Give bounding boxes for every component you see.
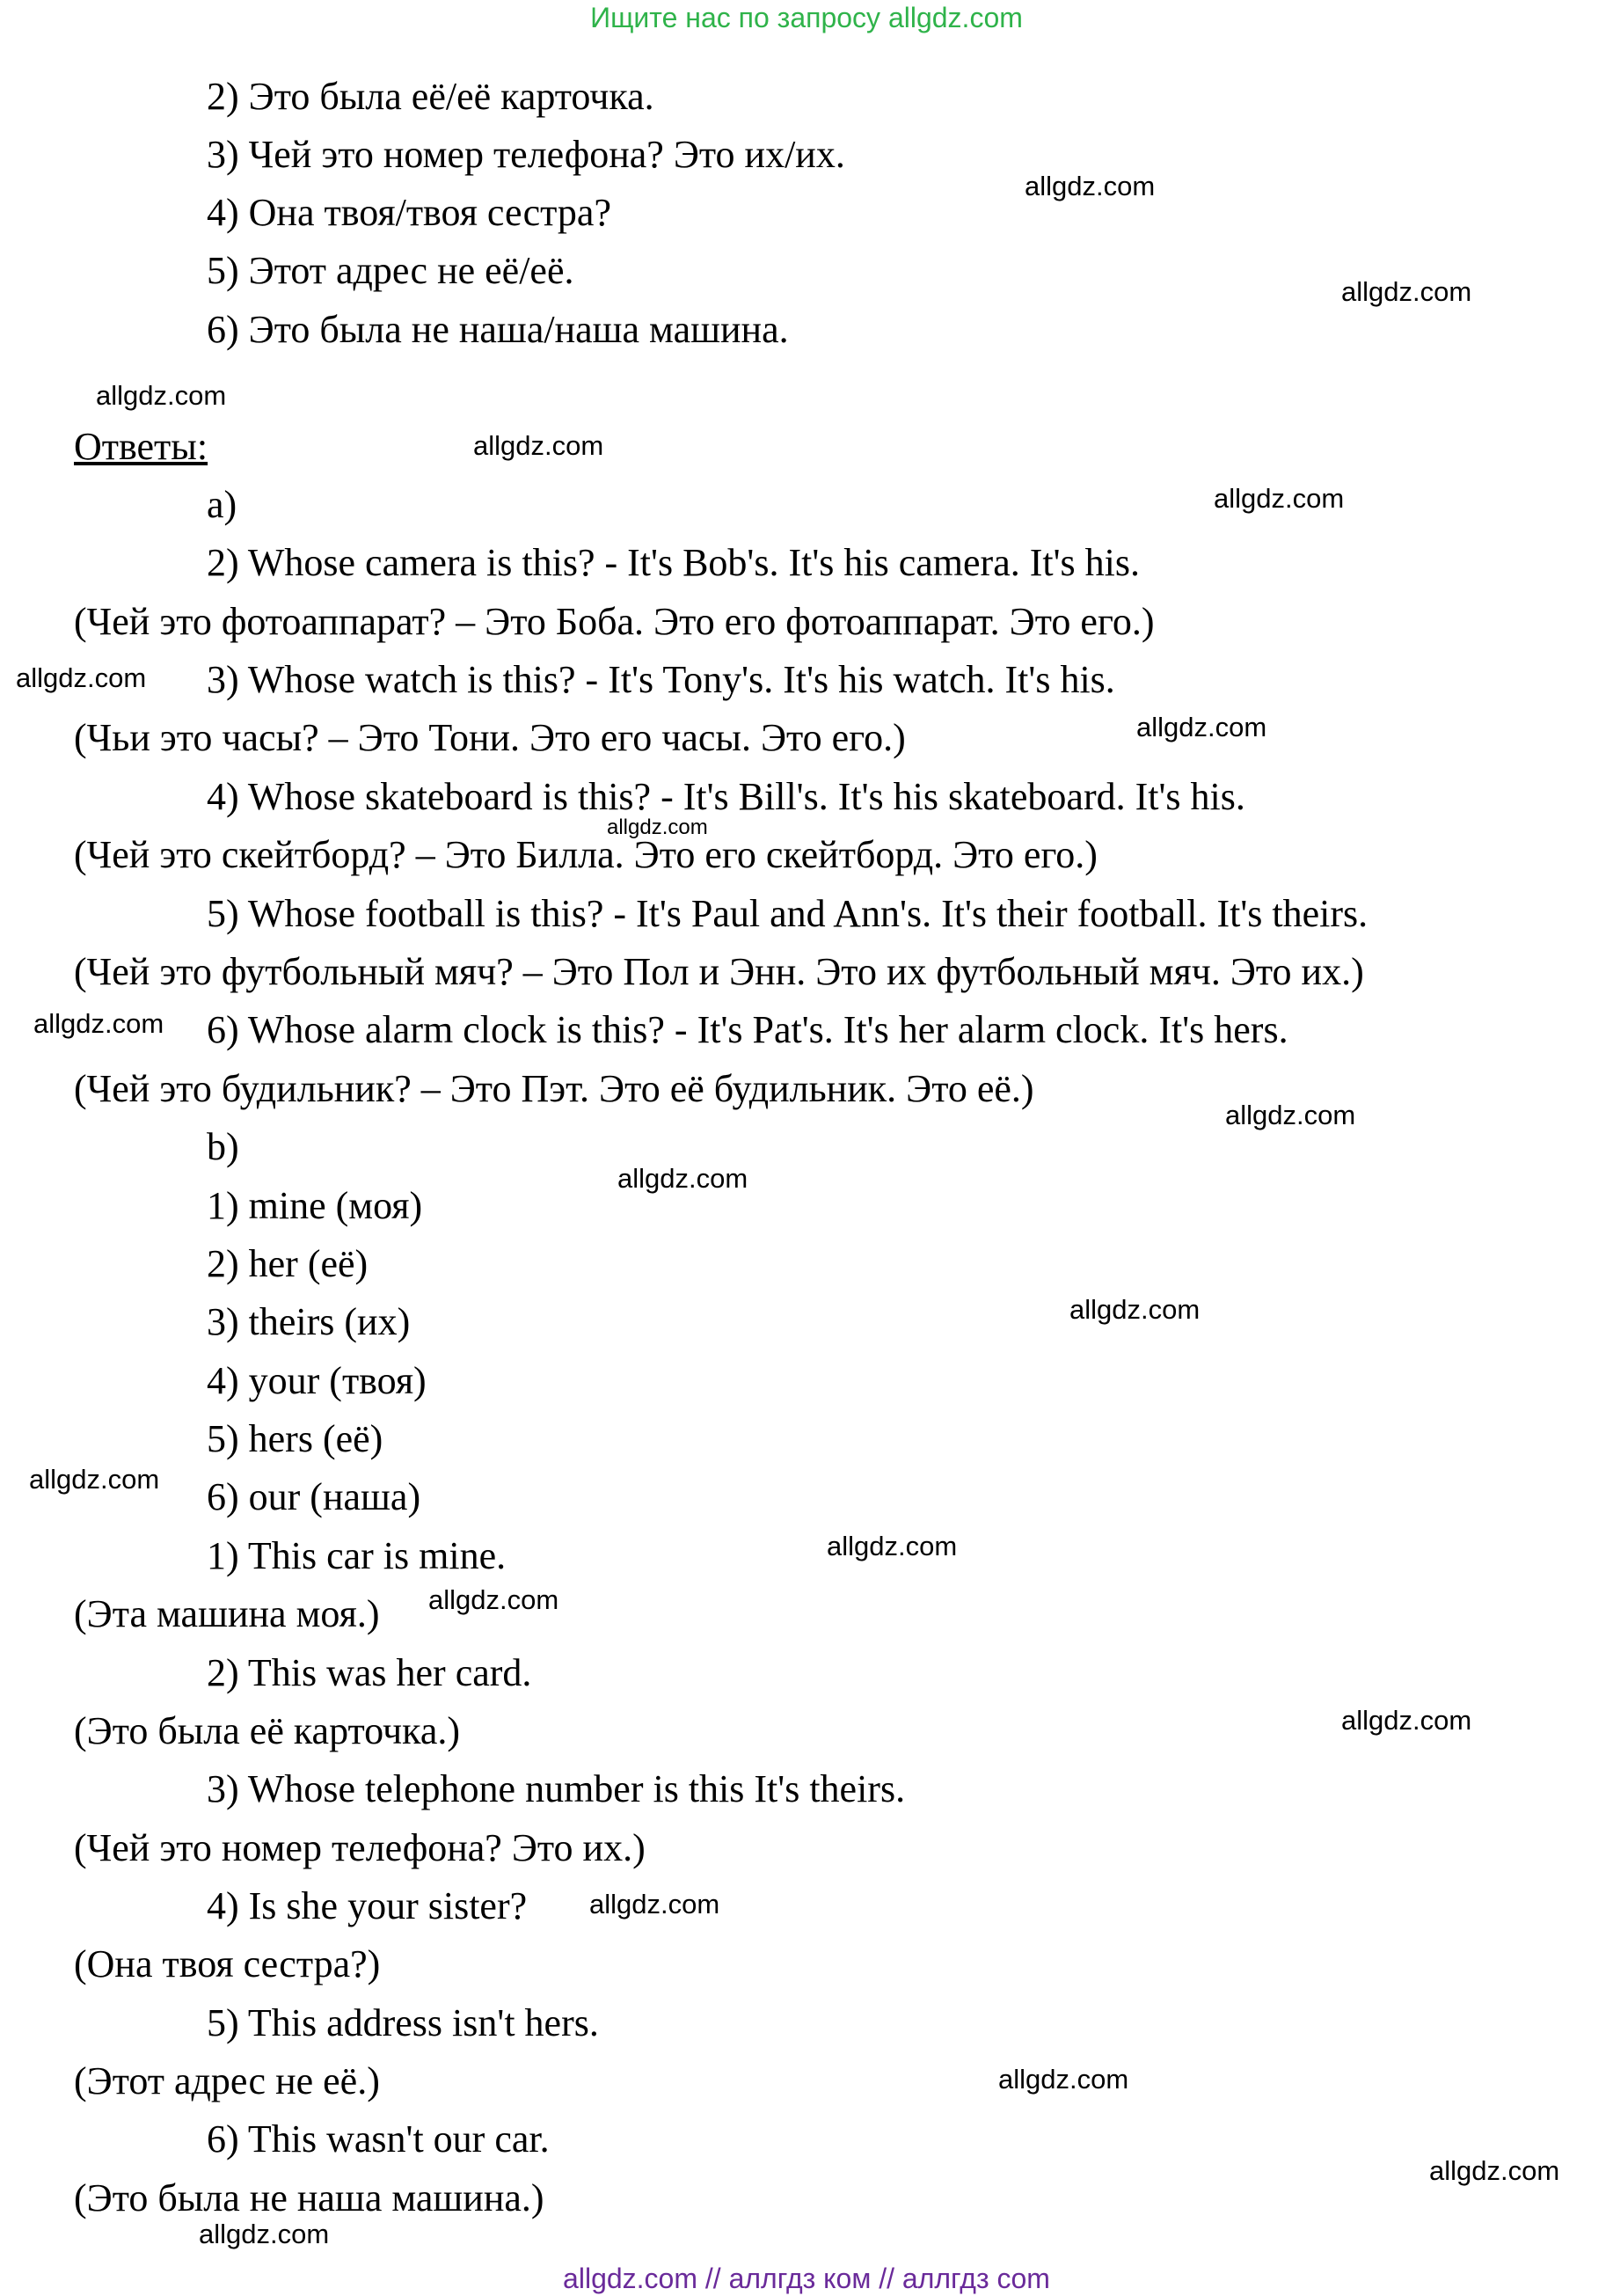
watermark: allgdz.com (1136, 712, 1267, 742)
watermark: allgdz.com (1341, 1705, 1472, 1736)
section-a-item-4-ru: (Чей это скейтборд? – Это Билла. Это его скейтборд. Это его.) (74, 833, 1098, 876)
intro-line-6: 6) Это была не наша/наша машина. (207, 308, 789, 351)
site-header: Ищите нас по запросу allgdz.com (590, 2, 1023, 33)
watermark: allgdz.com (1214, 483, 1345, 514)
section-b-sentence-4-ru: (Она твоя сестра?) (74, 1942, 381, 1985)
section-a-label: a) (207, 483, 237, 526)
section-b-sentence-2-ru: (Это была её карточка.) (74, 1709, 461, 1752)
watermark: allgdz.com (16, 662, 147, 693)
section-b-label: b) (207, 1125, 239, 1168)
watermark: allgdz.com (96, 380, 227, 411)
watermark: allgdz.com (589, 1889, 720, 1919)
section-b-list-item-2: 2) her (её) (207, 1242, 369, 1285)
section-b-sentence-5-en: 5) This address isn't hers. (207, 2001, 599, 2044)
section-a-item-5-ru: (Чей это футбольный мяч? – Это Пол и Энн. Это их футбольный мяч. Это их.) (74, 950, 1364, 993)
watermark: allgdz.com (473, 430, 604, 461)
section-b-list-item-3: 3) theirs (их) (207, 1300, 411, 1343)
site-footer: allgdz.com // аллгдз ком // аллгдз com (563, 2263, 1050, 2294)
section-b-sentence-4-en: 4) Is she your sister? (207, 1884, 528, 1927)
section-a-item-5-en: 5) Whose football is this? - It's Paul and Ann's. It's their football. It's theirs. (207, 892, 1368, 935)
section-a-item-6-ru: (Чей это будильник? – Это Пэт. Это её будильник. Это её.) (74, 1067, 1034, 1110)
watermark: allgdz.com (1225, 1100, 1356, 1130)
section-a-item-3-ru: (Чьи это часы? – Это Тони. Это его часы. Это его.) (74, 716, 906, 759)
section-b-sentence-1-en: 1) This car is mine. (207, 1534, 507, 1577)
watermark: allgdz.com (1025, 171, 1156, 201)
watermark: allgdz.com (1429, 2155, 1560, 2186)
watermark: allgdz.com (1341, 276, 1472, 307)
answers-heading: Ответы: (74, 425, 208, 468)
section-a-item-2-en: 2) Whose camera is this? - It's Bob's. It's his camera. It's his. (207, 541, 1141, 584)
intro-line-5: 5) Этот адрес не её/её. (207, 249, 574, 292)
intro-line-4: 4) Она твоя/твоя сестра? (207, 191, 611, 234)
watermark: allgdz.com (617, 1163, 748, 1194)
section-b-list-item-4: 4) your (твоя) (207, 1359, 427, 1402)
section-b-sentence-3-ru: (Чей это номер телефона? Это их.) (74, 1826, 646, 1869)
section-a-item-4-en: 4) Whose skateboard is this? - It's Bill's. It's his skateboard. It's his. (207, 775, 1245, 818)
section-b-sentence-6-ru: (Это была не наша машина.) (74, 2176, 544, 2219)
section-a-item-6-en: 6) Whose alarm clock is this? - It's Pat's. It's her alarm clock. It's hers. (207, 1008, 1288, 1051)
watermark: allgdz.com (29, 1464, 160, 1495)
watermark: allgdz.com (199, 2219, 330, 2249)
section-b-sentence-3-en: 3) Whose telephone number is this It's theirs. (207, 1767, 906, 1810)
watermark: allgdz.com (607, 815, 708, 839)
section-b-list-item-5: 5) hers (её) (207, 1417, 383, 1460)
section-b-sentence-2-en: 2) This was her card. (207, 1651, 532, 1694)
section-b-sentence-6-en: 6) This wasn't our car. (207, 2117, 550, 2161)
section-b-list-item-6: 6) our (наша) (207, 1475, 421, 1518)
section-a-item-2-ru: (Чей это фотоаппарат? – Это Боба. Это его фотоаппарат. Это его.) (74, 600, 1155, 643)
watermark: allgdz.com (428, 1584, 559, 1615)
section-b-sentence-5-ru: (Этот адрес не её.) (74, 2059, 380, 2102)
watermark: allgdz.com (827, 1531, 958, 1561)
watermark: allgdz.com (33, 1008, 164, 1039)
watermark: allgdz.com (1069, 1294, 1201, 1325)
intro-line-3: 3) Чей это номер телефона? Это их/их. (207, 133, 845, 176)
section-b-sentence-1-ru: (Эта машина моя.) (74, 1592, 380, 1635)
watermark: allgdz.com (998, 2064, 1129, 2095)
section-b-list-item-1: 1) mine (моя) (207, 1184, 423, 1227)
section-a-item-3-en: 3) Whose watch is this? - It's Tony's. It's his watch. It's his. (207, 658, 1115, 701)
intro-line-2: 2) Это была её/её карточка. (207, 75, 654, 118)
